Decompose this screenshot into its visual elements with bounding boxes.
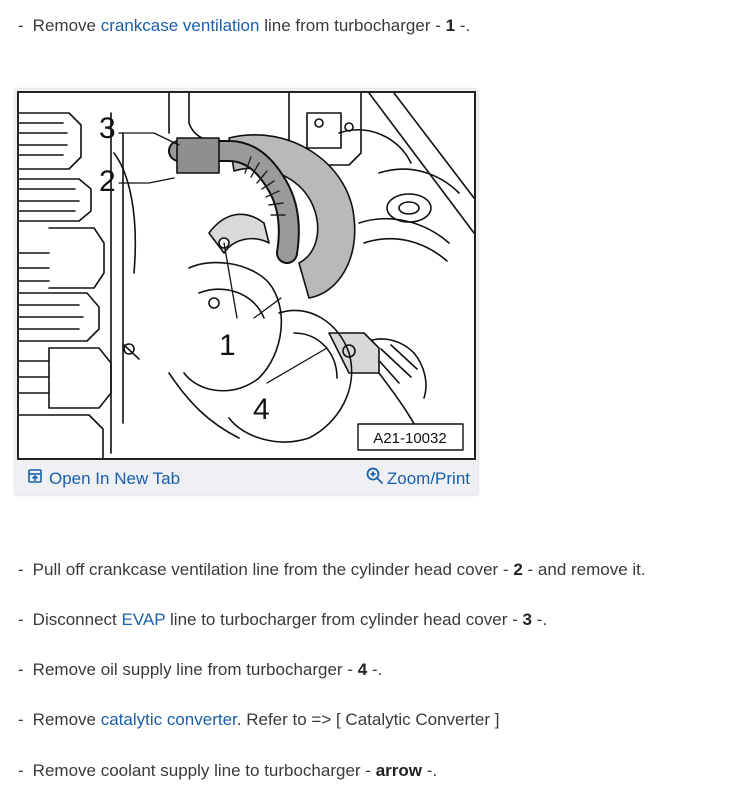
callout-reference: 4: [357, 660, 368, 679]
callout-2: 2: [99, 165, 116, 198]
step-text: -.: [421, 761, 438, 780]
step-text: Pull off crankcase ventilation line from the cylinder head cover -: [32, 560, 514, 579]
step-4: [18, 659, 382, 681]
callout-3: 3: [99, 112, 116, 145]
inline-link[interactable]: crankcase ventilation: [100, 16, 260, 35]
step-6: [18, 760, 437, 782]
step-text: -.: [531, 610, 548, 629]
bullet-dash: -: [18, 710, 24, 729]
step-2: [18, 559, 646, 581]
inline-link[interactable]: catalytic converter: [100, 710, 237, 729]
step-5: [18, 709, 499, 731]
bullet-dash: -: [18, 16, 24, 35]
bullet-dash: -: [18, 660, 24, 679]
step-text: line from turbocharger -: [259, 16, 446, 35]
step-1: [18, 15, 470, 37]
callout-1: 1: [219, 329, 236, 362]
figure-toolbar: [15, 462, 478, 495]
callout-4: 4: [253, 393, 270, 426]
figure-panel: [15, 89, 478, 495]
open-in-new-tab-icon: [27, 468, 43, 489]
left-components: [19, 113, 139, 458]
step-3: [18, 609, 547, 631]
bullet-dash: -: [18, 761, 24, 780]
step-text: Disconnect: [32, 610, 122, 629]
zoom-print-label: Zoom/Print: [386, 468, 470, 488]
callout-reference: arrow: [375, 761, 422, 780]
zoom-print-link[interactable]: [366, 467, 470, 490]
step-text: Remove oil supply line from turbocharger -: [32, 660, 358, 679]
callout-reference: 3: [522, 610, 532, 629]
zoom-in-icon: [366, 467, 384, 490]
step-text: -.: [367, 660, 383, 679]
callout-reference: 2: [513, 560, 523, 579]
step-text: . Refer to => [ Catalytic Converter ]: [236, 710, 500, 729]
open-in-new-tab-link[interactable]: [27, 468, 180, 489]
step-text: Remove coolant supply line to turbocharger -: [32, 761, 376, 780]
open-in-new-tab-label: Open In New Tab: [49, 468, 181, 488]
step-text: -.: [455, 16, 471, 35]
inline-link[interactable]: EVAP: [121, 610, 166, 629]
image-id-label: A21-10032: [373, 430, 447, 447]
callout-reference: 1: [445, 16, 456, 35]
step-text: line to turbocharger from cylinder head cover -: [165, 610, 523, 629]
step-text: Remove: [32, 16, 101, 35]
bullet-dash: -: [18, 560, 24, 579]
step-text: - and remove it.: [522, 560, 646, 579]
step-text: Remove: [32, 710, 101, 729]
engine-diagram[interactable]: [17, 91, 476, 460]
bullet-dash: -: [18, 610, 24, 629]
